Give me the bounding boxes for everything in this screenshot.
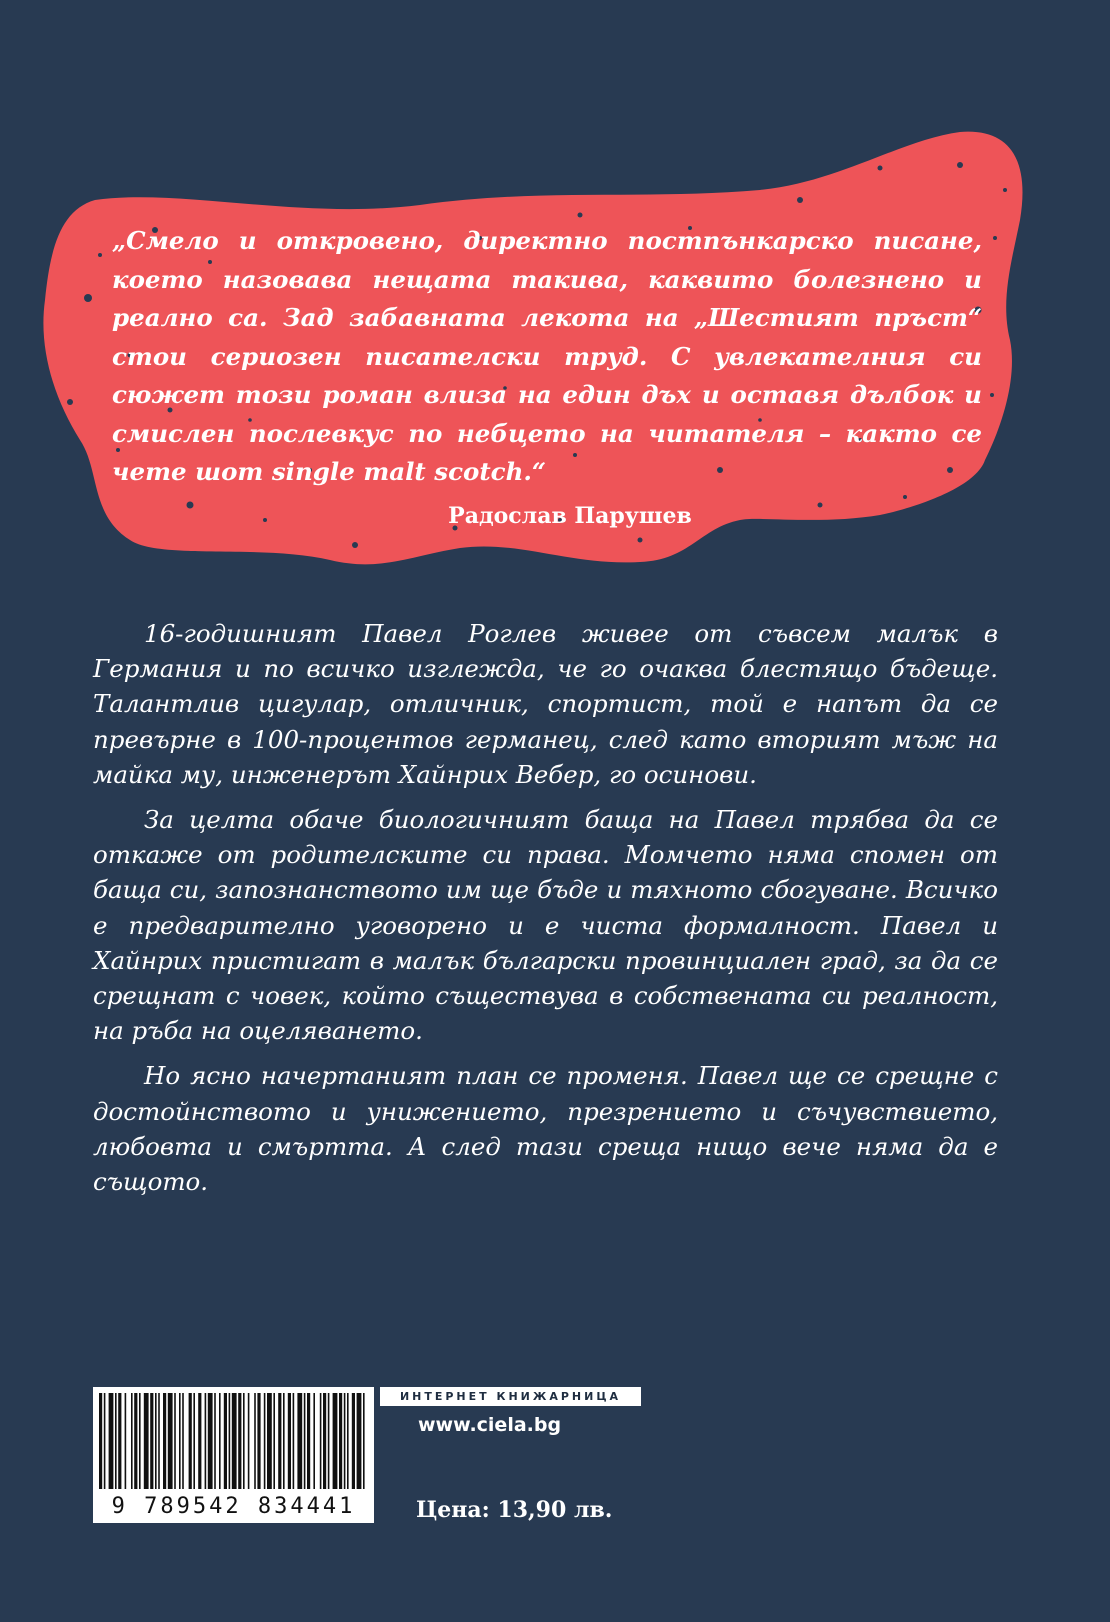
barcode-bar xyxy=(139,1393,141,1489)
store-url[interactable]: www.ciela.bg xyxy=(418,1414,562,1436)
quote-text: „Смело и откровено, директно постпънкарско писане, което назовава нещата такива, каквито болезнено и реално са. Зад забавната лекота на „Шестият пръст“ стои сериозен писателски труд. С увлекателния си сюжет този роман влиза на един дъх и оставя дълбок и смислен послевкус по небцето на читателя – както се чете шот single malt scotch.“ xyxy=(112,226,982,486)
barcode-bar xyxy=(115,1393,117,1489)
barcode-bar xyxy=(155,1393,157,1489)
barcode-bar xyxy=(214,1393,216,1489)
barcode-bar xyxy=(179,1393,181,1489)
barcode-bar xyxy=(293,1393,295,1489)
barcode-bar xyxy=(134,1393,137,1489)
barcode-bar xyxy=(219,1393,221,1489)
barcode-bar xyxy=(288,1393,291,1489)
barcode-bar xyxy=(118,1393,121,1489)
barcode-bar xyxy=(243,1393,245,1489)
barcode-bar xyxy=(205,1393,207,1489)
quote-author: Радослав Парушев xyxy=(448,503,692,529)
barcode-bar xyxy=(99,1393,102,1489)
isbn-number: 9 789542 834441 xyxy=(111,1494,356,1519)
barcode-bar xyxy=(313,1393,315,1489)
barcode-bar xyxy=(125,1393,127,1489)
barcode-bar xyxy=(208,1393,213,1489)
barcode-bar xyxy=(109,1393,114,1489)
barcode-bar xyxy=(144,1393,149,1489)
barcode-bars xyxy=(97,1393,370,1489)
barcode-bar xyxy=(168,1393,173,1489)
barcode-bar xyxy=(104,1393,106,1489)
barcode-bar xyxy=(333,1393,338,1489)
barcode-bar xyxy=(182,1393,184,1489)
barcode-bar xyxy=(363,1393,365,1489)
barcode-bar xyxy=(278,1393,281,1489)
barcode-bar xyxy=(328,1393,330,1489)
barcode-bar xyxy=(158,1393,160,1489)
barcode-bar xyxy=(339,1393,342,1489)
price: Цена: 13,90 лв. xyxy=(416,1497,613,1523)
isbn-barcode xyxy=(93,1387,374,1523)
barcode-bar xyxy=(193,1393,195,1489)
barcode-bar xyxy=(264,1393,266,1489)
barcode-bar xyxy=(347,1393,349,1489)
store-label: ИНТЕРНЕТ КНИЖАРНИЦА xyxy=(380,1387,641,1406)
description-paragraph: 16-годишният Павел Роглев живее от съвсем малък в Германия и по всичко изглежда, че го очаква блестящо бъдеще. Талантлив цигулар, отличник, спортист, той е напът да се превърне в 100-процентов германец, след като вторият мъж на майка му, инженерът Хайнрих Вебер, го осинови. xyxy=(93,619,998,789)
barcode-bar xyxy=(320,1393,322,1489)
book-description xyxy=(93,616,998,1209)
barcode-bar xyxy=(273,1393,275,1489)
barcode-bar xyxy=(352,1393,355,1489)
barcode-bar xyxy=(238,1393,241,1489)
barcode-bar xyxy=(357,1393,362,1489)
description-paragraph: Но ясно начертаният план се променя. Павел ще се срещне с достойнството и унижението, презрението и съчувствието, любовта и смъртта. А след тази среща нищо вече няма да е същото. xyxy=(93,1061,998,1197)
barcode-bar xyxy=(229,1393,231,1489)
barcode-bar xyxy=(232,1393,237,1489)
barcode-bar xyxy=(163,1393,166,1489)
barcode-bar xyxy=(304,1393,306,1489)
barcode-bar xyxy=(150,1393,153,1489)
barcode-bar xyxy=(344,1393,346,1489)
barcode-bar xyxy=(174,1393,176,1489)
barcode-bar xyxy=(248,1393,250,1489)
barcode-bar xyxy=(283,1393,285,1489)
barcode-bar xyxy=(189,1393,192,1489)
barcode-bar xyxy=(257,1393,260,1489)
barcode-bar xyxy=(323,1393,326,1489)
barcode-bar xyxy=(297,1393,302,1489)
barcode-bar xyxy=(224,1393,227,1489)
barcode-bar xyxy=(267,1393,272,1489)
description-paragraph: За целта обаче биологичният баща на Павел трябва да се откаже от родителските си права. Момчето няма спомен от баща си, запознанството им ще бъде и тяхното сбогуване. Всичко е предварително уговорено и е чиста формалност. Павел и Хайнрих пристигат в малък български провинциален град, за да се срещнат с човек, който съществува в собствената си реалност, на ръба на оцеляването. xyxy=(93,805,998,1046)
barcode-bar xyxy=(198,1393,201,1489)
barcode-bar xyxy=(307,1393,310,1489)
barcode-bar xyxy=(254,1393,256,1489)
barcode-bar xyxy=(131,1393,133,1489)
